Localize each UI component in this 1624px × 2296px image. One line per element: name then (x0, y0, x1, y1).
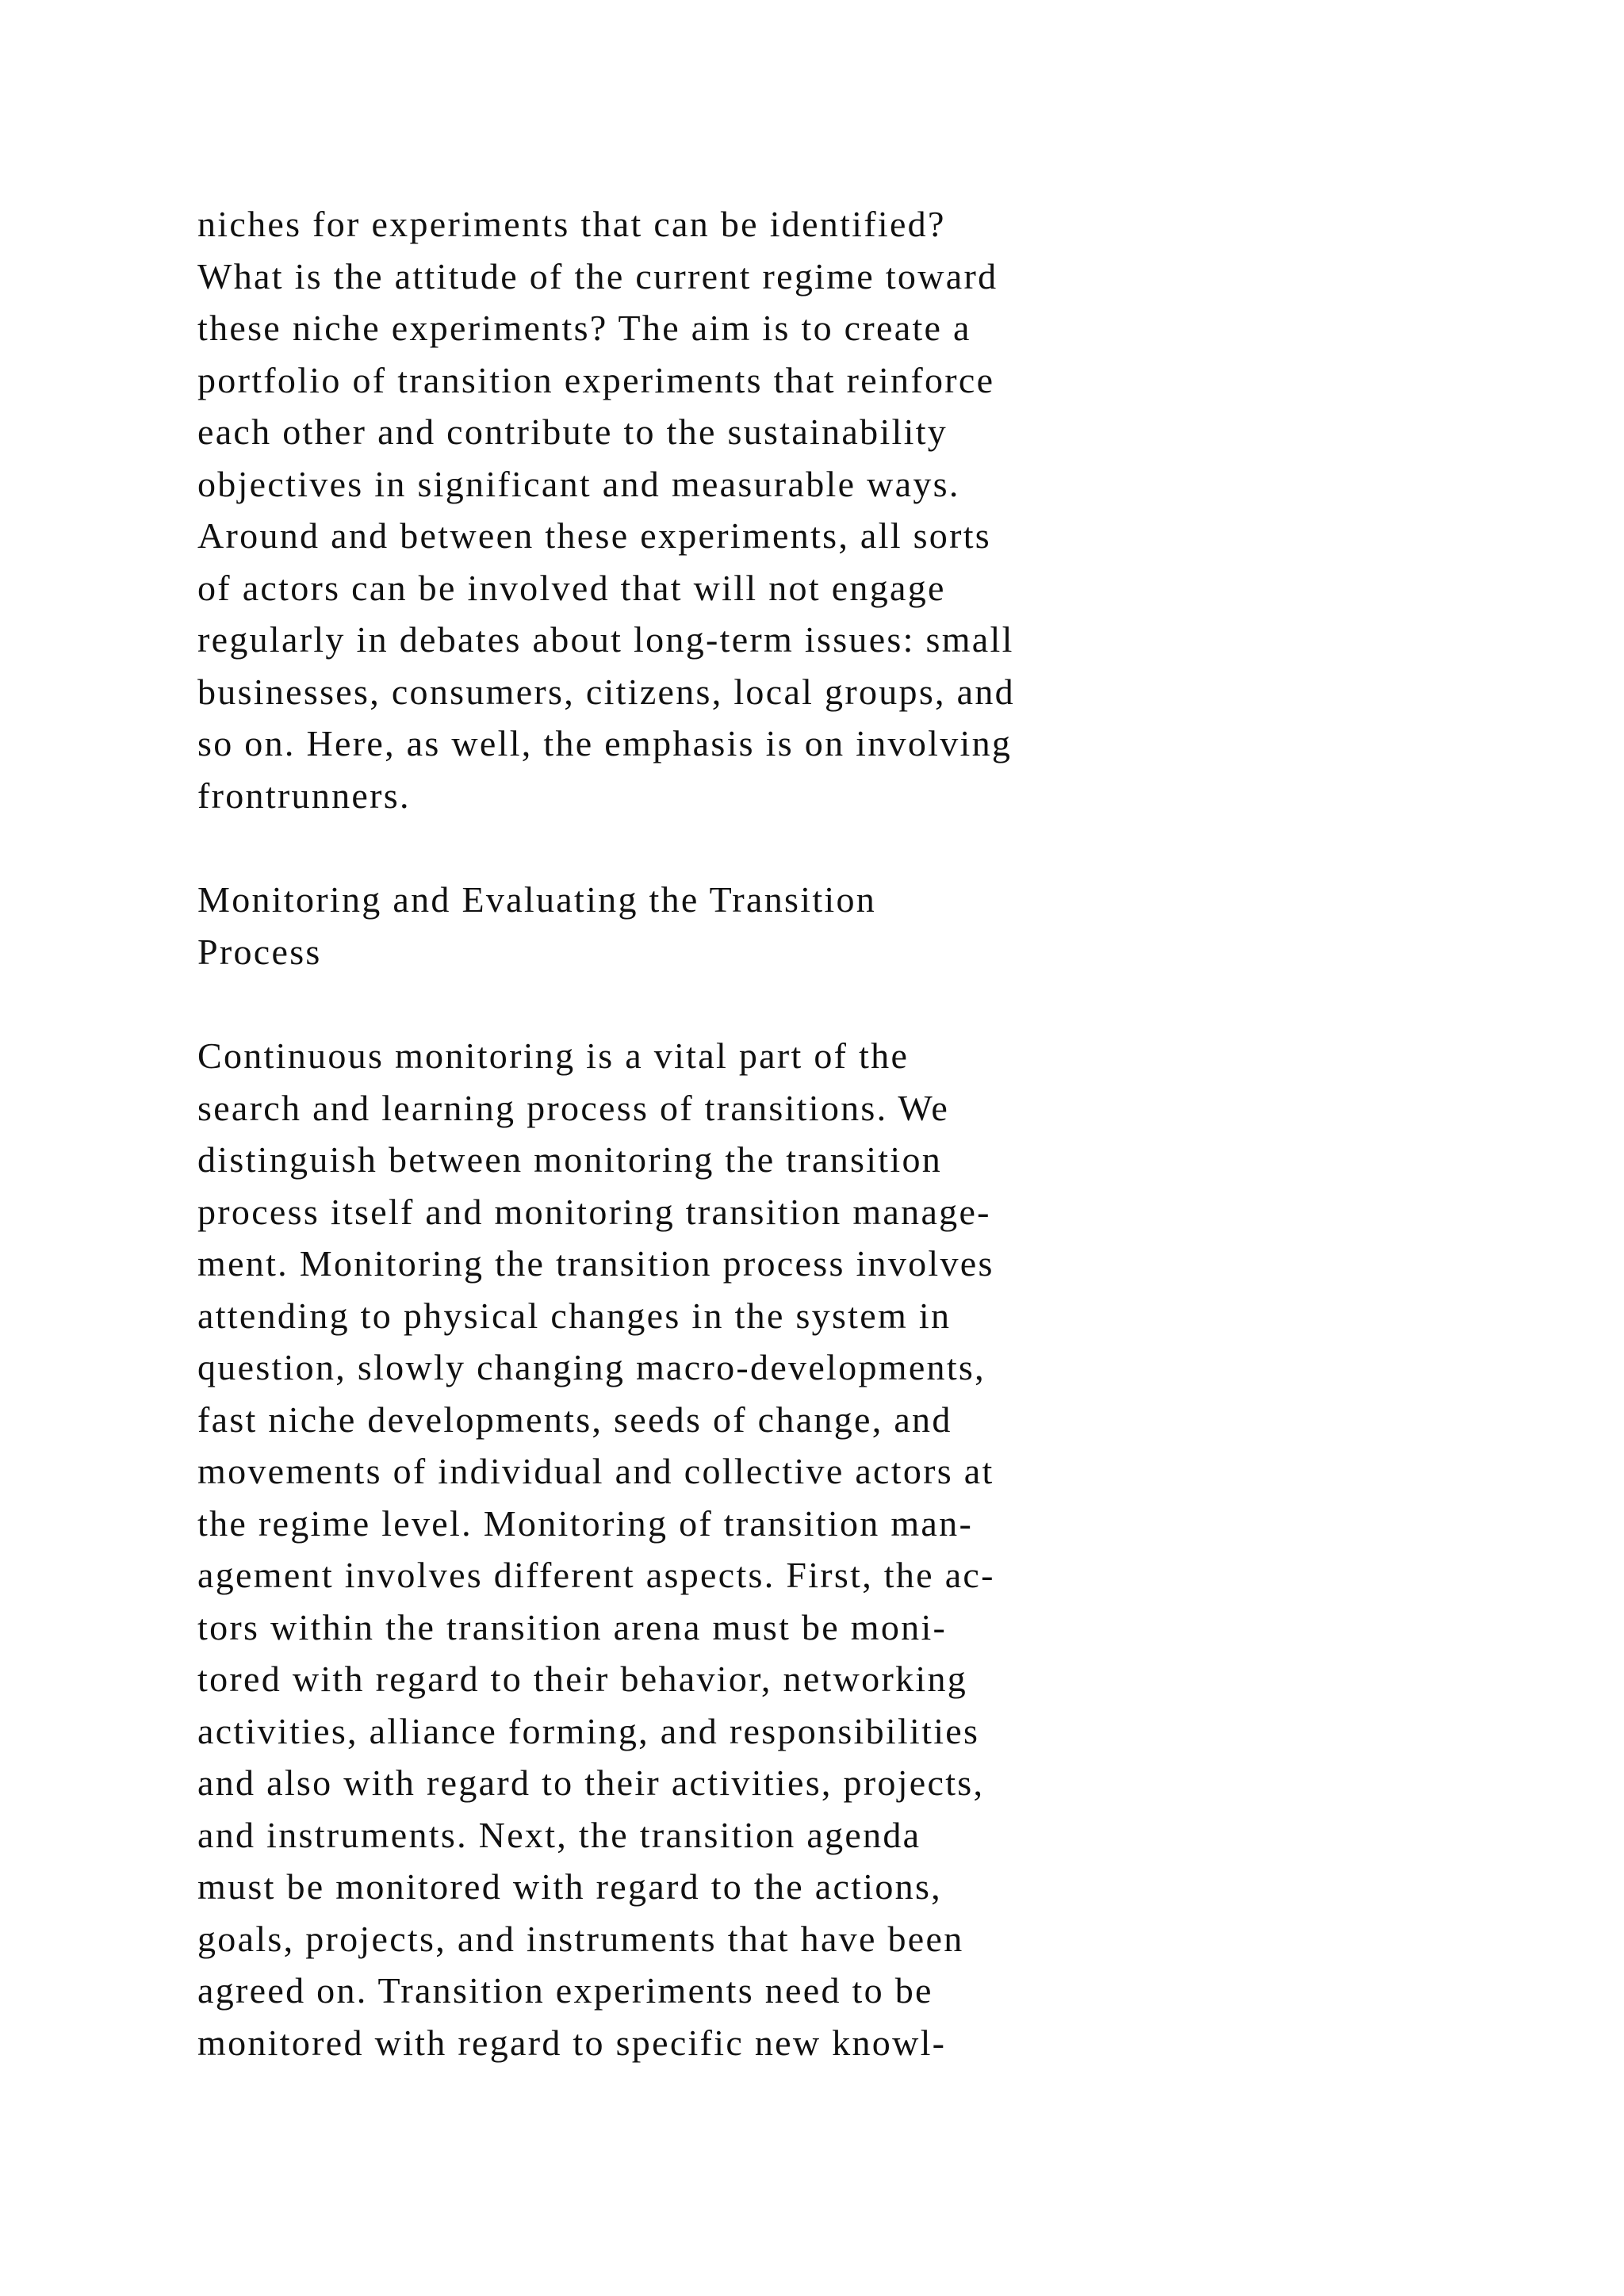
text-line: question, slowly changing macro-developments, (197, 1347, 986, 1387)
text-line: objectives in significant and measurable ways. (197, 463, 960, 504)
heading-line: Process (197, 931, 322, 972)
text-line: must be monitored with regard to the actions, (197, 1866, 942, 1907)
paragraph-continuous-monitoring (197, 1030, 1434, 2068)
text-line: the regime level. Monitoring of transition man- (197, 1502, 974, 1544)
text-line: movements of individual and collective actors at (197, 1451, 994, 1491)
text-line: tored with regard to their behavior, networking (197, 1659, 968, 1699)
text-line: tors within the transition arena must be moni- (197, 1606, 948, 1647)
text-line: ment. Monitoring the transition process involves (197, 1243, 994, 1284)
text-line: each other and contribute to the sustainability (197, 411, 948, 452)
text-line: and also with regard to their activities, projects, (197, 1762, 985, 1803)
text-line: distinguish between monitoring the transition (197, 1139, 943, 1180)
text-line: portfolio of transition experiments that reinforce (197, 359, 995, 400)
text-line: activities, alliance forming, and responsibilities (197, 1710, 980, 1751)
text-line: these niche experiments? The aim is to create a (197, 308, 971, 348)
text-line: What is the attitude of the current regime toward (197, 255, 998, 297)
text-line: regularly in debates about long-term issues: small (197, 619, 1014, 660)
text-line: goals, projects, and instruments that have been (197, 1918, 964, 1959)
text-line: fast niche developments, seeds of change, and (197, 1399, 952, 1440)
heading-line: Monitoring and Evaluating the Transition (197, 879, 877, 920)
text-line: Continuous monitoring is a vital part of the (197, 1035, 910, 1076)
text-line: agement involves different aspects. First, the ac- (197, 1555, 995, 1595)
text-line: and instruments. Next, the transition agenda (197, 1814, 921, 1855)
text-line: attending to physical changes in the system in (197, 1295, 952, 1336)
text-line: process itself and monitoring transition manage- (197, 1191, 991, 1232)
text-line: search and learning process of transitions. We (197, 1087, 950, 1128)
text-line: of actors can be involved that will not engage (197, 567, 946, 608)
text-line: so on. Here, as well, the emphasis is on involving (197, 723, 1013, 763)
text-line: agreed on. Transition experiments need to be (197, 1970, 933, 2011)
text-line: monitored with regard to specific new knowl- (197, 2022, 947, 2063)
section-heading (197, 874, 1434, 978)
text-line: Around and between these experiments, all sorts (197, 515, 992, 556)
paragraph-niche-experiments (197, 198, 1434, 821)
text-line: businesses, consumers, citizens, local groups, and (197, 671, 1015, 712)
text-line: frontrunners. (197, 775, 411, 816)
text-line: niches for experiments that can be identified? (197, 204, 946, 244)
